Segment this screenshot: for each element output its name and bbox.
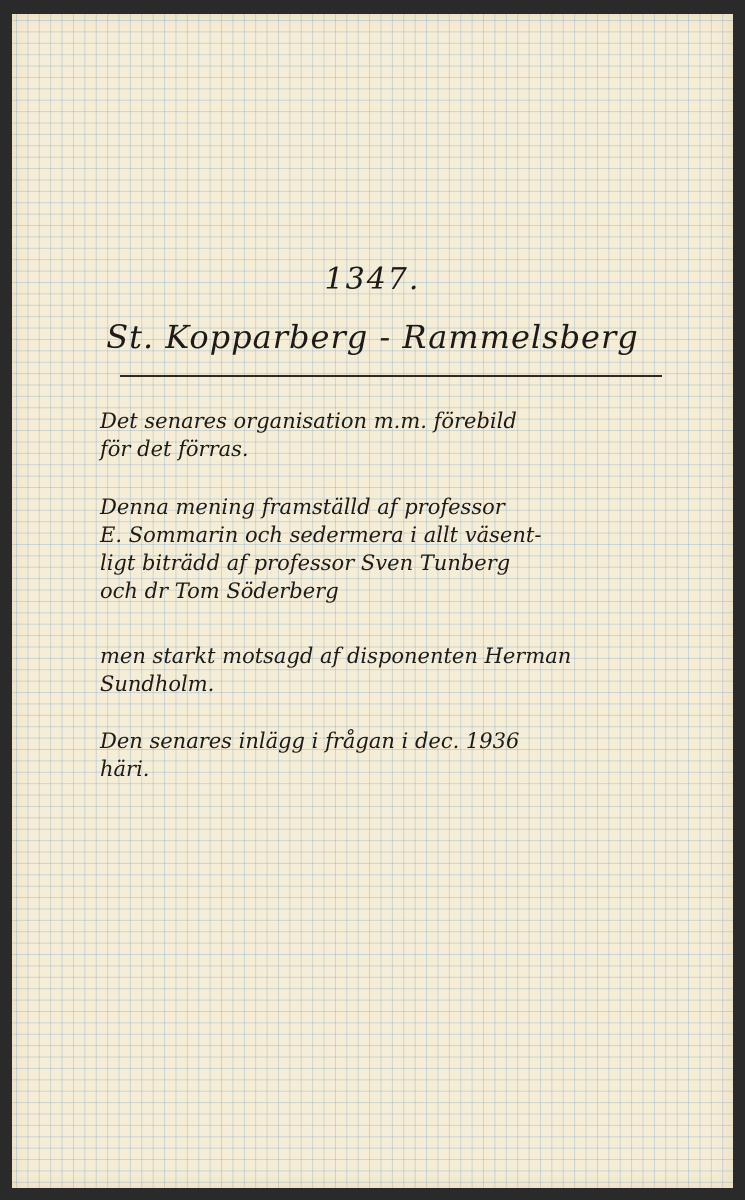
document-number: 1347. xyxy=(324,262,421,297)
text-line: Denna mening framställd af professor xyxy=(100,495,505,519)
paragraph-3 xyxy=(100,642,720,698)
text-line: E. Sommarin och sedermera i allt väsent- xyxy=(100,523,542,547)
paragraph-2 xyxy=(100,493,720,605)
title-underline xyxy=(120,375,662,377)
handwritten-sheet xyxy=(12,14,733,1188)
document-title: St. Kopparberg - Rammelsberg xyxy=(106,318,639,356)
text-line: Sundholm. xyxy=(100,672,215,696)
text-line: för det förras. xyxy=(100,437,249,461)
paragraph-4 xyxy=(100,727,720,783)
text-line: men starkt motsagd af disponenten Herman xyxy=(100,644,572,668)
text-line: ligt biträdd af professor Sven Tunberg xyxy=(100,551,511,575)
text-line: och dr Tom Söderberg xyxy=(100,579,339,603)
text-line: Det senares organisation m.m. förebild xyxy=(100,409,517,433)
text-line: häri. xyxy=(100,757,150,781)
paragraph-1 xyxy=(100,407,720,463)
text-line: Den senares inlägg i frågan i dec. 1936 xyxy=(100,729,520,753)
